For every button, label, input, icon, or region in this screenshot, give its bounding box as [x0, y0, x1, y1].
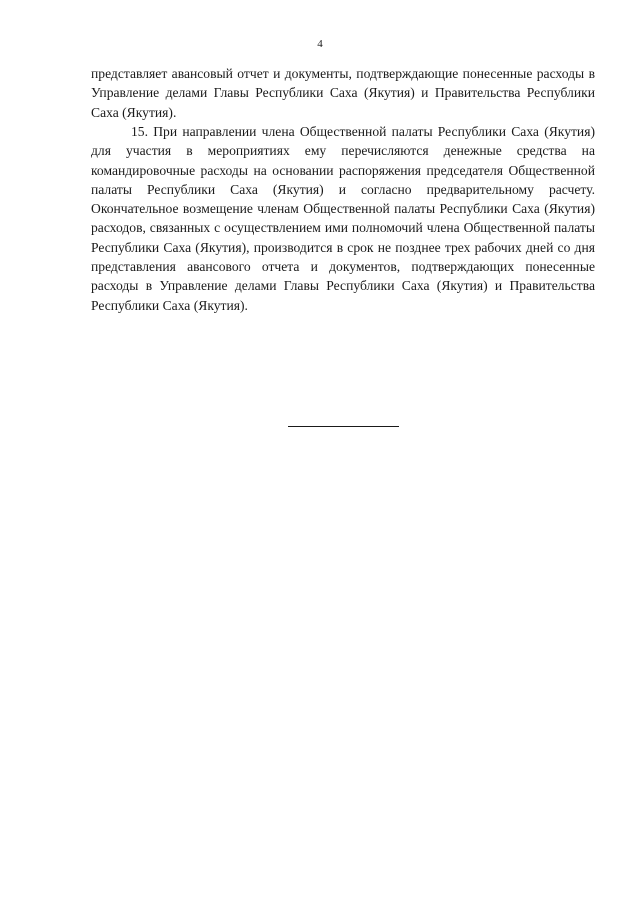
continuation-text: представляет авансовый отчет и документы, подтверждающие понесенные расходы в Управление делами Главы Республики Саха (Якутия) и Правительства Республики Саха (Якутия). — [91, 66, 595, 120]
end-of-document-rule — [288, 426, 399, 427]
clause-15-text: 15. При направлении члена Общественной палаты Республики Саха (Якутия) для участия в мероприятиях ему перечисляются денежные средства на командировочные расходы на основании распоряжения председателя Общественной палаты Республики Саха (Якутия) и согласно предварительному расчету. Окончательное возмещение членам Общественной палаты Республики Саха (Якутия) расходов, связанных с осуществлением ими полномочий члена Общественной палаты Республики Саха (Якутия), производится в срок не позднее трех рабочих дней со дня представления авансового отчета и документов, подтверждающих понесенные расходы в Управление делами Главы Республики Саха (Якутия) и Правительства Республики Саха (Якутия). — [91, 124, 595, 313]
continuation-paragraph — [91, 64, 595, 122]
page-number: 4 — [317, 38, 323, 50]
clause-15-paragraph — [91, 122, 595, 315]
